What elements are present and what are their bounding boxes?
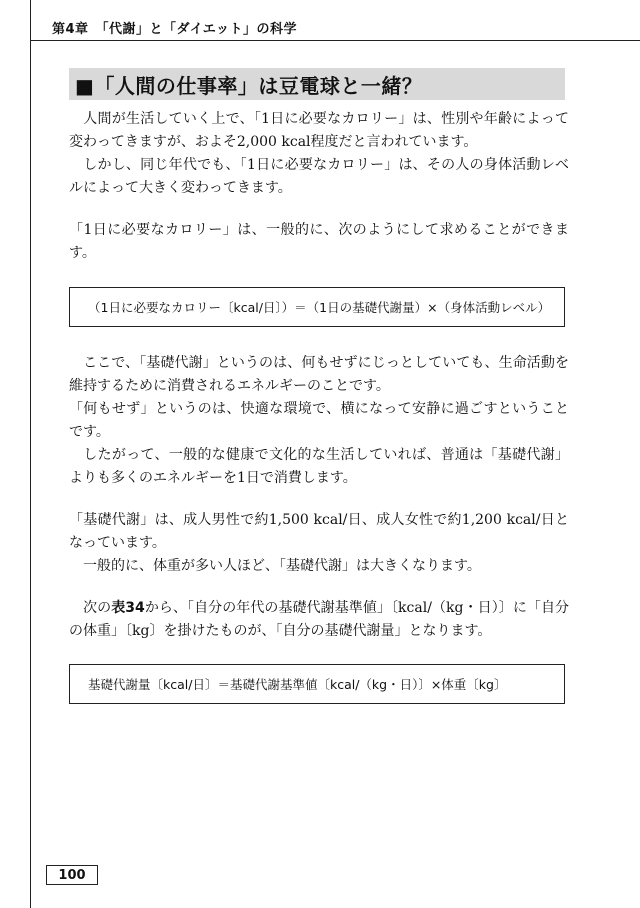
chapter-header: 第4章 「代謝」と「ダイエット」の科学 bbox=[52, 22, 298, 37]
table-reference: 表34 bbox=[111, 600, 145, 616]
paragraph-8: 一般的に、体重が多い人ほど、「基礎代謝」は大きくなります。 bbox=[69, 558, 481, 574]
header-divider bbox=[30, 40, 640, 41]
paragraph-5: 「何もせず」というのは、快適な環境で、横になって安静に過ごすということです。 bbox=[69, 401, 569, 440]
paragraph-7: 「基礎代謝」は、成人男性で約1,500 kcal/日、成人女性で約1,200 kcal/日となっています。 bbox=[69, 512, 569, 551]
section-title: ■「人間の仕事率」は豆電球と一緒？ bbox=[69, 68, 565, 100]
paragraph-4: ここで、「基礎代謝」というのは、何もせずにじっとしていても、生命活動を維持するために消費されるエネルギーのことです。 bbox=[69, 355, 569, 394]
bmr-formula: 基礎代謝量〔kcal/日〕＝基礎代謝基準値〔kcal/（kg・日）〕×体重〔kg〕 bbox=[88, 677, 507, 692]
page-number: 100 bbox=[46, 865, 98, 885]
paragraph-6: したがって、一般的な健康で文化的な生活していれば、普通は「基礎代謝」よりも多くのエネルギーを1日で消費します。 bbox=[69, 447, 569, 486]
calorie-formula: （1日に必要なカロリー〔kcal/日〕）＝（1日の基礎代謝量）×（身体活動レベル） bbox=[88, 300, 551, 315]
paragraph-9 bbox=[69, 597, 569, 643]
calorie-formula-box bbox=[69, 287, 565, 327]
paragraph-3: 「1日に必要なカロリー」は、一般的に、次のようにして求めることができます。 bbox=[69, 222, 569, 261]
table-ref-before: 次の bbox=[69, 600, 112, 616]
margin-rule bbox=[30, 0, 31, 908]
table-ref-after: から、「自分の年代の基礎代謝基準値」〔kcal/（kg・日）〕に「自分の体重」〔kg〕を掛けたものが、「自分の基礎代謝量」となります。 bbox=[69, 600, 570, 639]
paragraph-2: しかし、同じ年代でも、「1日に必要なカロリー」は、その人の身体活動レベルによって大きく変わってきます。 bbox=[69, 157, 569, 196]
paragraph-1: 人間が生活していく上で、「1日に必要なカロリー」は、性別や年齢によって変わってきますが、およそ2,000 kcal程度だと言われています。 bbox=[69, 111, 569, 150]
bmr-formula-box bbox=[69, 664, 565, 704]
